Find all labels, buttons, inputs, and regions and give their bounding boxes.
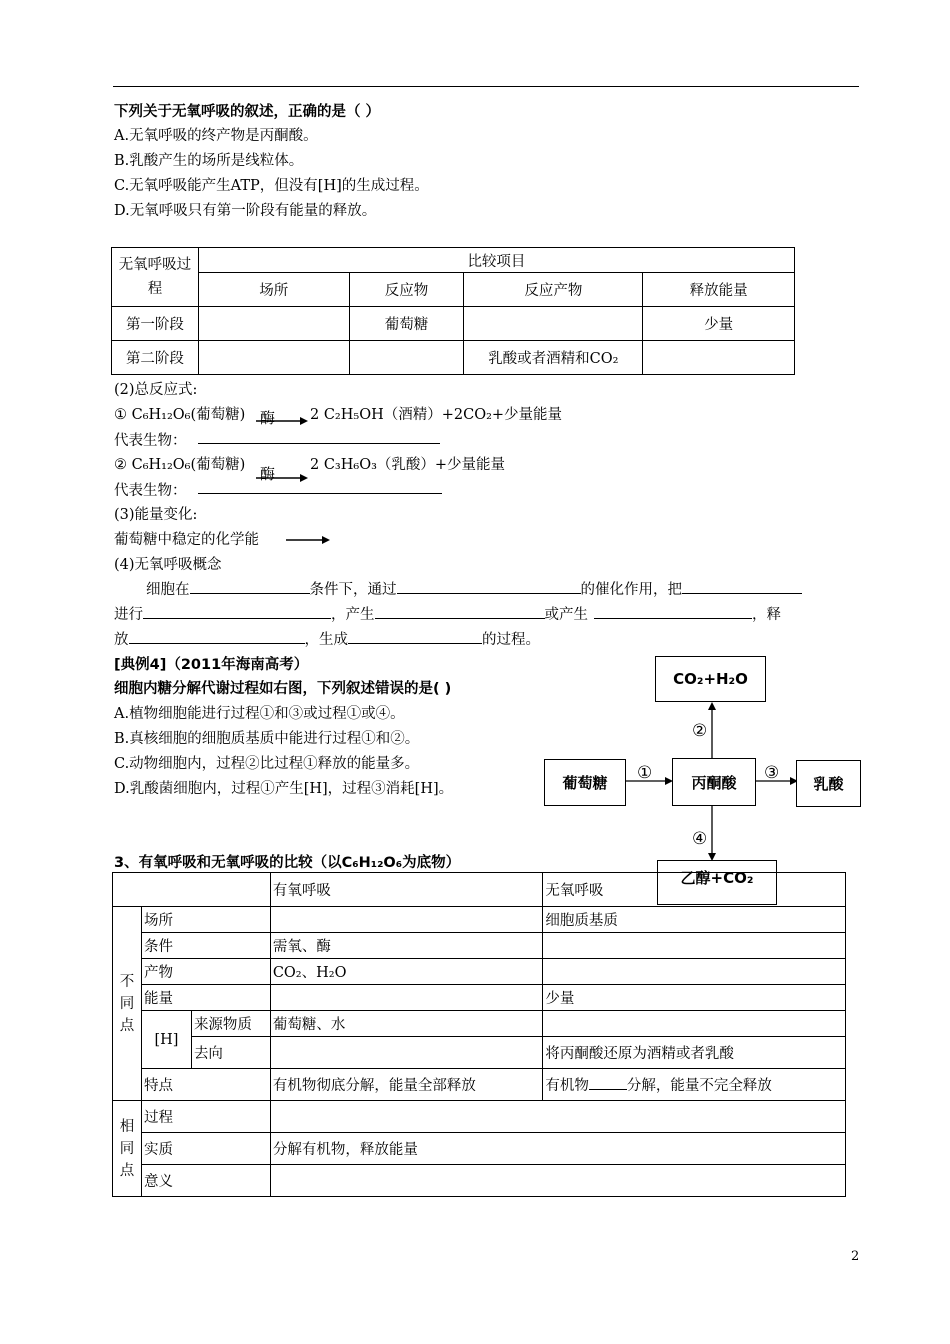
table2-cell: 将丙酮酸还原为酒精或者乳酸 (543, 1037, 846, 1069)
example4-option-b: B.真核细胞的细胞质基质中能进行过程①和②。 (114, 731, 420, 747)
rep-organism-label-1: 代表生物： (114, 433, 187, 449)
table2-cell (270, 1165, 845, 1197)
process-1-label: ① (637, 763, 653, 783)
table2-same-label: 相同点 (113, 1101, 142, 1197)
question1-option-d: D.无氧呼吸只有第一阶段有能量的释放。 (114, 203, 377, 219)
section3-comparison-title: 3、有氧呼吸和无氧呼吸的比较（以C₆H₁₂O₆为底物） (114, 855, 461, 871)
reaction-arrow-1 (256, 416, 308, 426)
equation1-right: 2 C₂H₅OH（酒精）+2CO₂+少量能量 (310, 407, 563, 423)
blank-line (143, 604, 331, 619)
concept-text: 细胞在 (146, 582, 190, 598)
table2-h-label: [H] (141, 1011, 191, 1069)
table2-row-label: 去向 (191, 1037, 270, 1069)
blank-line (198, 443, 440, 444)
table1-col-product: 反应产物 (464, 273, 643, 307)
table2-row-label: 特点 (141, 1069, 270, 1101)
table2-cell (270, 1037, 543, 1069)
concept-text: ，产生 (331, 607, 375, 623)
process-4-label: ④ (692, 829, 708, 849)
blank-line (190, 579, 310, 594)
equation1-left: ① C₆H₁₂O₆(葡萄糖) (114, 407, 246, 423)
concept-line-1 (146, 578, 802, 599)
blank-line (375, 604, 545, 619)
table1-cell (349, 341, 464, 375)
table2-row-label: 意义 (141, 1165, 270, 1197)
table1-cell: 少量 (643, 307, 795, 341)
table1-cell (464, 307, 643, 341)
question1-option-c: C.无氧呼吸能产生ATP，但没有[H]的生成过程。 (114, 178, 429, 194)
question1-option-a: A.无氧呼吸的终产物是丙酮酸。 (114, 128, 318, 144)
table2-cell: 细胞质基质 (543, 907, 846, 933)
table2-cell: 分解有机物，释放能量 (270, 1133, 845, 1165)
process-2-label: ② (692, 721, 708, 741)
box-pyruvate: 丙酮酸 (672, 758, 756, 806)
table2-row-label: 过程 (141, 1101, 270, 1133)
concept-text: 或产生 (544, 607, 588, 623)
table2-cell: 少量 (543, 985, 846, 1011)
box-glucose: 葡萄糖 (544, 759, 626, 806)
process-3-label: ③ (764, 763, 780, 783)
concept-text: 放 (114, 632, 129, 648)
blank-line (682, 579, 802, 594)
box-ethanol-co2: 乙醇+CO₂ (657, 860, 777, 905)
example4-title: [典例4]（2011年海南高考） (114, 657, 309, 673)
enzyme-label-2: 酶 (260, 465, 276, 483)
table2-cell (543, 933, 846, 959)
concept-line-3 (114, 628, 540, 649)
section3-heading: (3)能量变化: (114, 507, 198, 523)
table2-cell-feature (543, 1069, 846, 1101)
table2-cell (270, 985, 543, 1011)
reaction-arrow-2 (256, 473, 308, 483)
table1-cell: 葡萄糖 (349, 307, 464, 341)
table2-cell: 葡萄糖、水 (270, 1011, 543, 1037)
equation2-left: ② C₆H₁₂O₆(葡萄糖) (114, 457, 246, 473)
page-number: 2 (851, 1249, 860, 1264)
section2-heading: (2)总反应式: (114, 382, 198, 398)
table1-cell: 乳酸或者酒精和CO₂ (464, 341, 643, 375)
table2-cell (543, 959, 846, 985)
example4-option-d: D.乳酸菌细胞内，过程①产生[H]，过程③消耗[H]。 (114, 781, 454, 797)
equation2-right: 2 C₃H₆O₃（乳酸）+少量能量 (310, 457, 506, 473)
concept-text: ，生成 (304, 632, 348, 648)
feature-text: 有机物 (545, 1078, 589, 1094)
concept-text: 的催化作用，把 (580, 582, 682, 598)
table1-stage: 第二阶段 (112, 341, 199, 375)
table2-row-label: 场所 (141, 907, 270, 933)
table1-cell (643, 341, 795, 375)
table2-row-label: 实质 (141, 1133, 270, 1165)
table2-cell (270, 907, 543, 933)
header-rule (113, 86, 859, 87)
table2-cell: 需氧、酶 (270, 933, 543, 959)
blank-line (129, 629, 305, 644)
example4-option-a: A.植物细胞能进行过程①和③或过程①或④。 (114, 706, 405, 722)
example4-option-c: C.动物细胞内，过程②比过程①释放的能量多。 (114, 756, 420, 772)
question1-option-b: B.乳酸产生的场所是线粒体。 (114, 153, 304, 169)
respiration-comparison-table (112, 872, 846, 1197)
rep-organism-label-2: 代表生物： (114, 483, 187, 499)
table1-group-header: 比较项目 (198, 248, 794, 273)
table2-col-aerobic: 有氧呼吸 (270, 873, 543, 907)
table2-row-label: 产物 (141, 959, 270, 985)
table2-row-label: 来源物质 (191, 1011, 270, 1037)
concept-text: 条件下，通过 (309, 582, 397, 598)
table1-col-place: 场所 (198, 273, 349, 307)
blank-line (348, 629, 482, 644)
anaerobic-stage-table (111, 247, 795, 375)
table2-corner (113, 873, 271, 907)
blank-line (198, 493, 442, 494)
table2-diff-label: 不同点 (113, 907, 142, 1101)
feature-text: 分解，能量不完全释放 (626, 1078, 772, 1094)
table1-cell (198, 341, 349, 375)
concept-line-2 (114, 603, 781, 624)
concept-text: ，释 (752, 607, 781, 623)
box-co2-h2o: CO₂+H₂O (655, 656, 766, 702)
concept-text: 进行 (114, 607, 143, 623)
table2-row-label: 能量 (141, 985, 270, 1011)
table2-cell: 有机物彻底分解，能量全部释放 (270, 1069, 543, 1101)
table2-col-anaerobic: 无氧呼吸 (543, 873, 846, 907)
example4-stem: 细胞内糖分解代谢过程如右图，下列叙述错误的是( ) (114, 681, 452, 697)
question1-stem: 下列关于无氧呼吸的叙述，正确的是（ ） (114, 104, 381, 120)
table1-corner: 无氧呼吸过程 (112, 248, 199, 307)
table2-cell (270, 1101, 845, 1133)
enzyme-label-1: 酶 (260, 409, 276, 427)
blank-line (397, 579, 581, 594)
blank-line (594, 604, 752, 619)
section3-text: 葡萄糖中稳定的化学能 (114, 532, 259, 548)
box-lactic-acid: 乳酸 (796, 760, 861, 807)
energy-arrow (286, 535, 330, 545)
table1-stage: 第一阶段 (112, 307, 199, 341)
table2-row-label: 条件 (141, 933, 270, 959)
table1-col-reactant: 反应物 (349, 273, 464, 307)
concept-text: 的过程。 (482, 632, 540, 648)
table1-col-energy: 释放能量 (643, 273, 795, 307)
table1-cell (198, 307, 349, 341)
blank-line (589, 1075, 627, 1090)
table2-cell: CO₂、H₂O (270, 959, 543, 985)
table2-cell (543, 1011, 846, 1037)
section4-heading: (4)无氧呼吸概念 (114, 557, 222, 573)
